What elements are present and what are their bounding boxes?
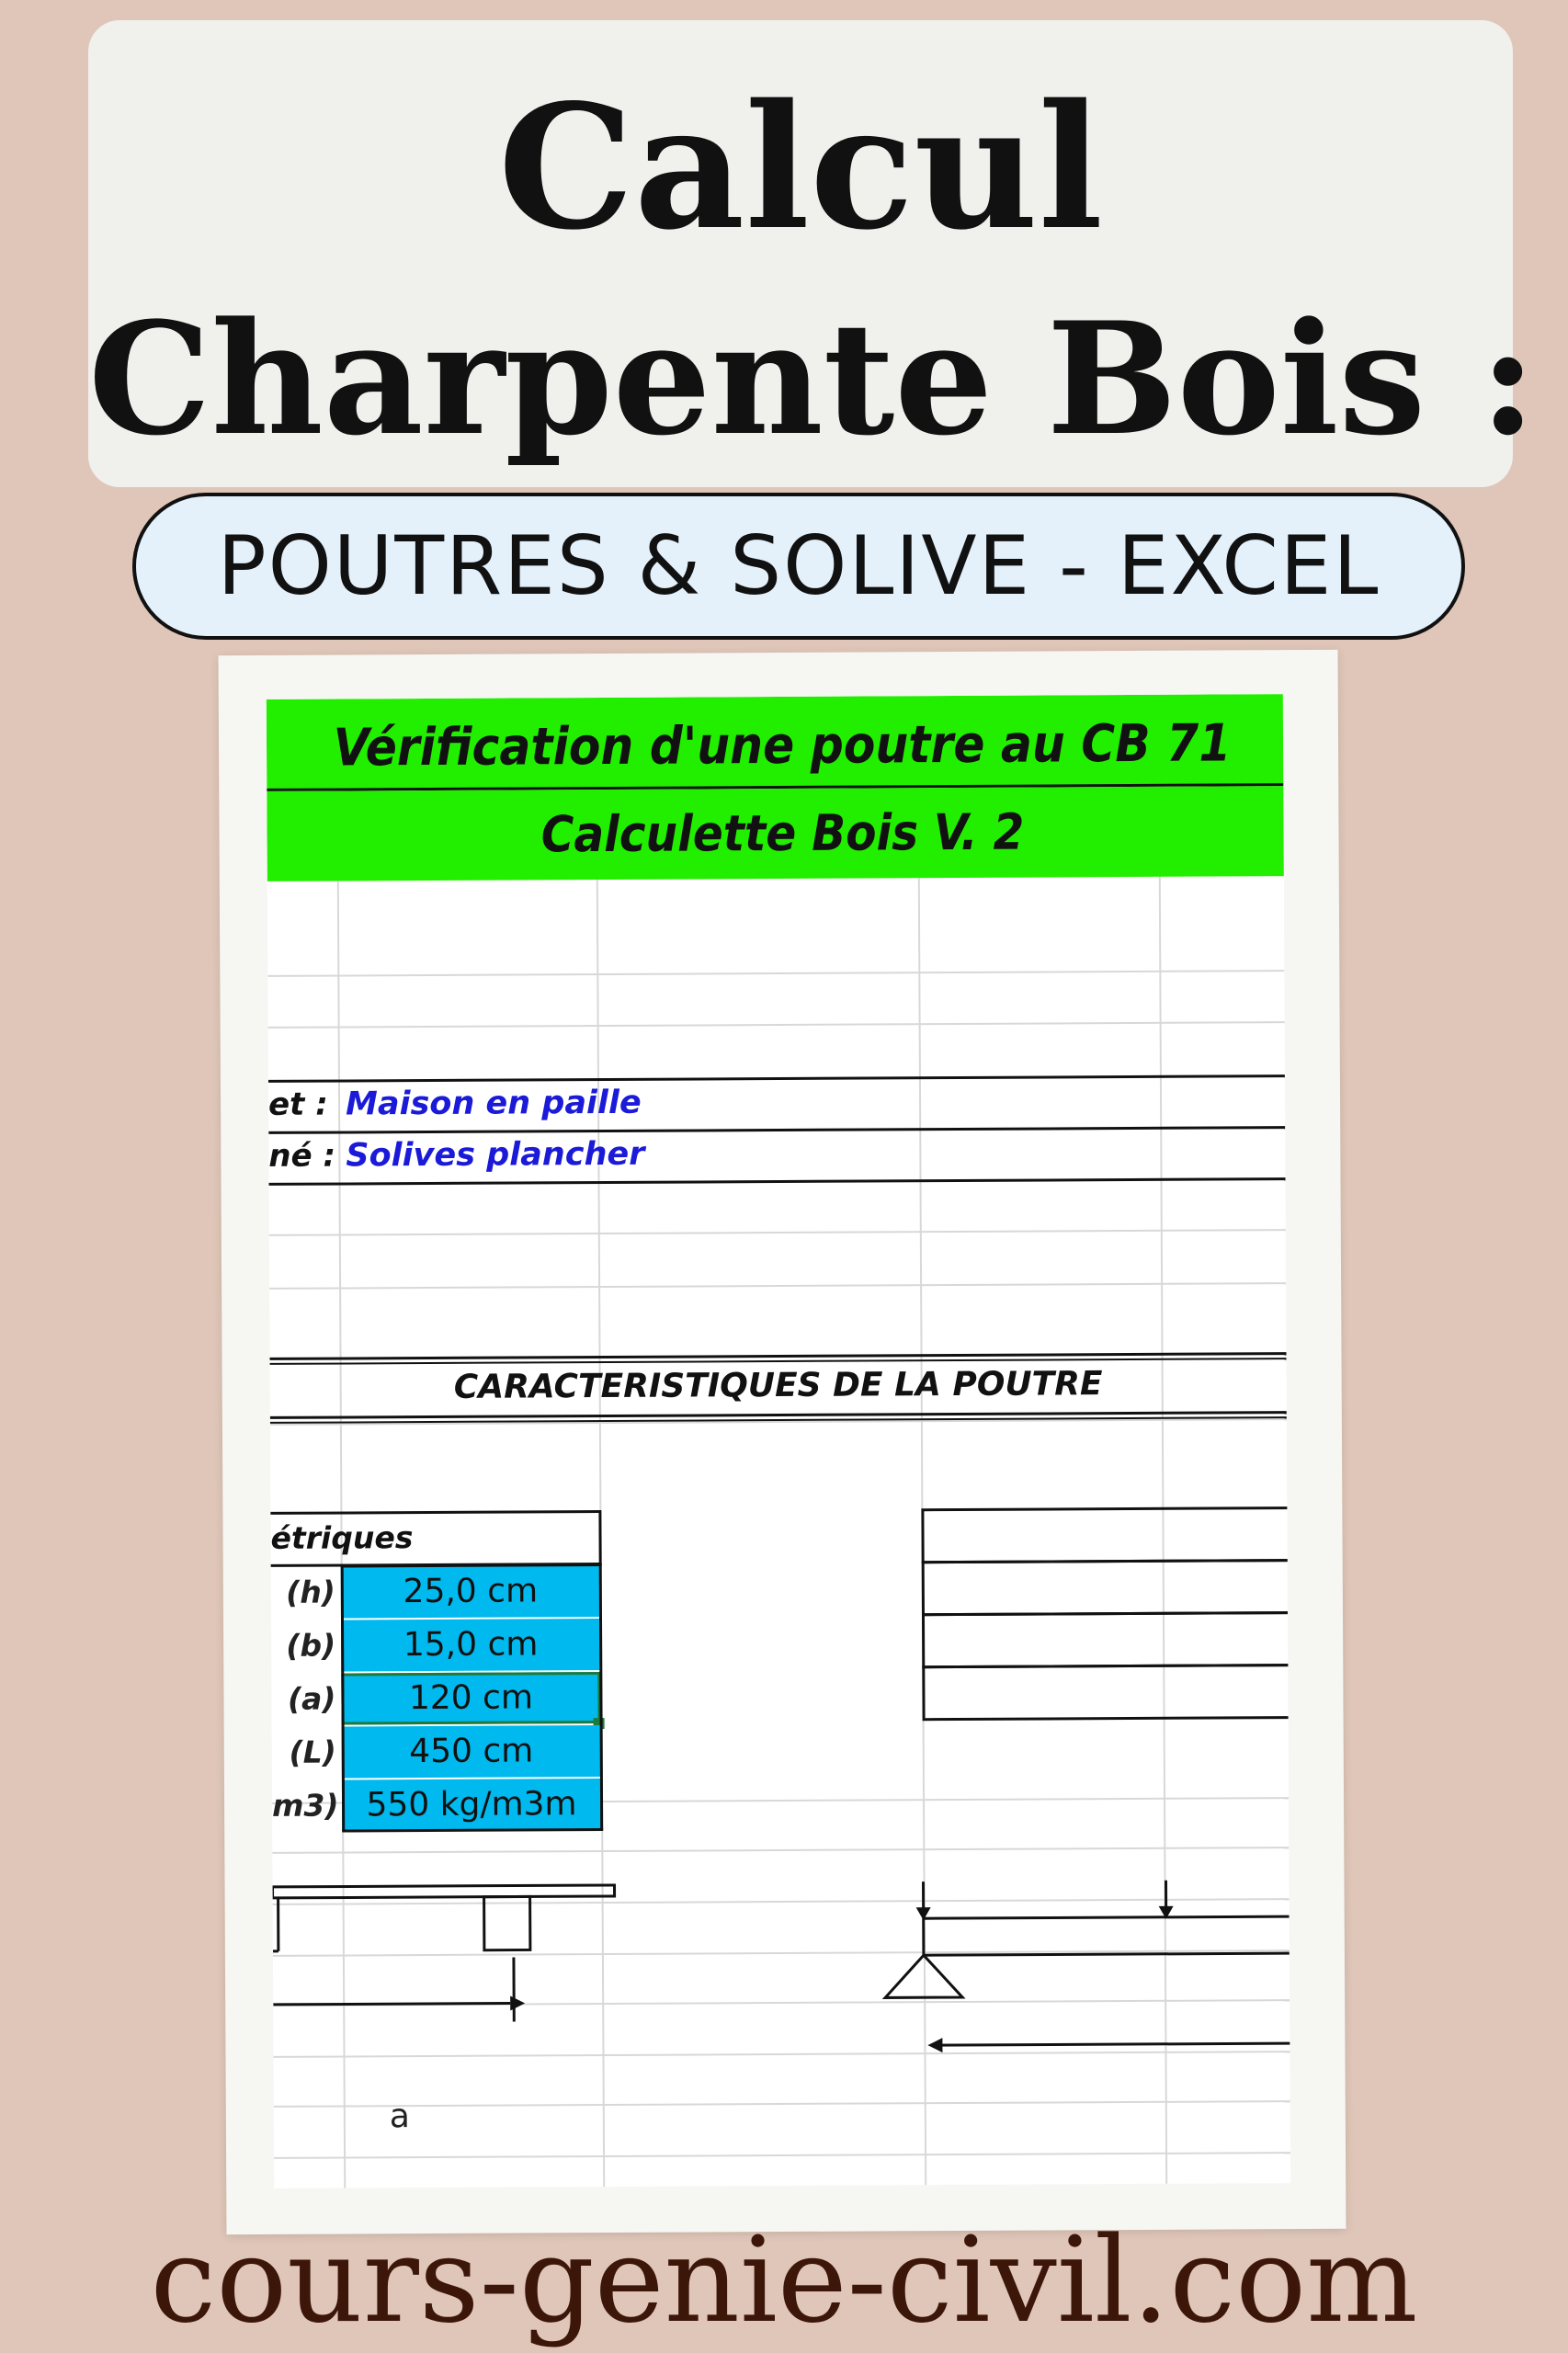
dimension-line: [273, 2004, 510, 2005]
section-title: CARACTERISTIQUES DE LA POUTRE: [453, 1365, 1103, 1406]
beam-plank: [273, 1885, 615, 1898]
cell-density[interactable]: 550 kg/m3m: [342, 1779, 601, 1831]
element-label: né :: [268, 1137, 336, 1175]
cell-width[interactable]: 15,0 cm: [341, 1619, 600, 1671]
grid-line: [269, 1229, 1286, 1236]
border-line: [599, 1563, 604, 1830]
website-url[interactable]: cours-genie-civil.com: [150, 2212, 1418, 2349]
spreadsheet-photo: [219, 650, 1346, 2234]
border-line: [269, 1177, 1286, 1186]
arrow-right-icon: [510, 1995, 525, 2010]
beam-diagram: [273, 1880, 1291, 2161]
cell-length[interactable]: 450 cm: [342, 1725, 601, 1778]
right-box: [922, 1611, 1290, 1668]
right-box: [922, 1559, 1291, 1616]
row-label-density: m3): [271, 1787, 339, 1824]
border-line: [268, 1126, 1285, 1134]
beam-line: [924, 1916, 1290, 1918]
row-label-a: (a): [287, 1680, 336, 1717]
grid-line: [269, 1282, 1286, 1290]
arrow-left-icon: [927, 2038, 942, 2052]
border-line: [268, 1074, 1285, 1083]
grid-line: [268, 1021, 1285, 1029]
row-label-h: (h): [286, 1574, 335, 1610]
project-value[interactable]: Maison en paille: [345, 1084, 642, 1123]
right-box: [921, 1506, 1290, 1563]
title-line-1: Calcul: [497, 66, 1104, 267]
border-line: [342, 1828, 603, 1832]
sheet-header-verification: Vérification d'une poutre au CB 71: [267, 694, 1290, 791]
row-label-b: (b): [286, 1627, 336, 1664]
project-label: et :: [267, 1086, 328, 1123]
spreadsheet: [267, 694, 1290, 2188]
joist-right: [484, 1896, 530, 1949]
grid-line: [267, 970, 1284, 977]
grid-line: [272, 1847, 1289, 1854]
row-label-l: (L): [289, 1733, 336, 1770]
subtitle-text: POUTRES & SOLIVE - EXCEL: [217, 518, 1381, 613]
title-card: [88, 20, 1537, 487]
cell-height[interactable]: 25,0 cm: [341, 1565, 600, 1618]
subtitle-pill: [132, 493, 1465, 640]
sheet-header-calculette: Calculette Bois V. 2: [267, 786, 1290, 881]
cell-spacing-selected[interactable]: 120 cm: [341, 1672, 600, 1724]
dimension-label-a: a: [389, 2097, 411, 2136]
support-triangle: [885, 1955, 962, 1997]
group-label: étriques: [270, 1519, 414, 1556]
element-value[interactable]: Solives plancher: [346, 1135, 645, 1175]
right-box: [922, 1664, 1290, 1721]
title-line-2: Charpente Bois :: [88, 288, 1537, 470]
